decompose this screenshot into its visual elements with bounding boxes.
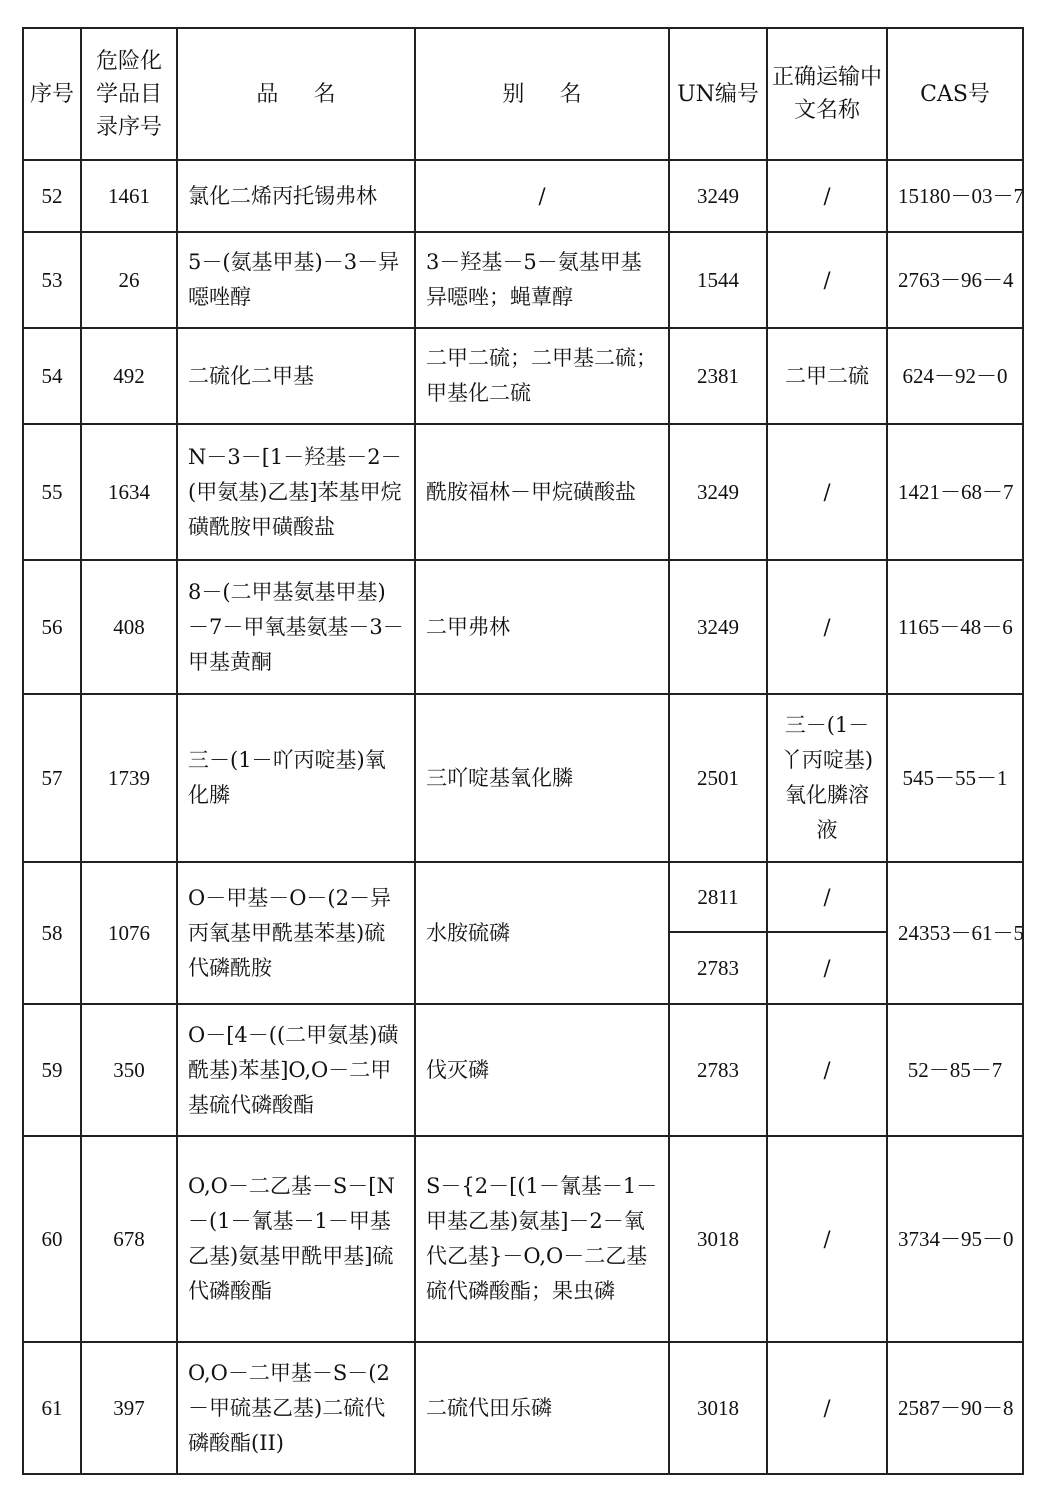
cell-alias: 3－羟基－5－氨基甲基异噁唑；蝇蕈醇 bbox=[415, 232, 669, 328]
chemical-table bbox=[22, 27, 1024, 1475]
cell-cas: 3734－95－0 bbox=[887, 1136, 1023, 1342]
cell-alias: 二甲二硫；二甲基二硫；甲基化二硫 bbox=[415, 328, 669, 424]
cell-catalog: 678 bbox=[81, 1136, 177, 1342]
cell-seq: 53 bbox=[23, 232, 81, 328]
cell-seq: 56 bbox=[23, 560, 81, 694]
cell-catalog: 1461 bbox=[81, 160, 177, 232]
cell-ship: / bbox=[767, 160, 887, 232]
cell-cas: 1421－68－7 bbox=[887, 424, 1023, 560]
cell-un: 3249 bbox=[669, 560, 767, 694]
cell-un: 2501 bbox=[669, 694, 767, 862]
cell-name: 5－(氨基甲基)－3－异噁唑醇 bbox=[177, 232, 415, 328]
cell-ship: / bbox=[767, 1004, 887, 1136]
cell-ship: / bbox=[767, 424, 887, 560]
cell-catalog: 408 bbox=[81, 560, 177, 694]
cell-seq: 60 bbox=[23, 1136, 81, 1342]
cell-un: 2381 bbox=[669, 328, 767, 424]
cell-seq: 58 bbox=[23, 862, 81, 1004]
table-row bbox=[23, 232, 1023, 328]
cell-un: 1544 bbox=[669, 232, 767, 328]
cell-name: 8－(二甲基氨基甲基)－7－甲氧基氨基－3－甲基黄酮 bbox=[177, 560, 415, 694]
cell-alias: 酰胺福林－甲烷磺酸盐 bbox=[415, 424, 669, 560]
header-alias-text: 别名 bbox=[502, 81, 617, 107]
cell-un: 2783 bbox=[669, 1004, 767, 1136]
cell-catalog: 1076 bbox=[81, 862, 177, 1004]
cell-un: 3249 bbox=[669, 160, 767, 232]
table-row bbox=[23, 160, 1023, 232]
header-name-text: 品名 bbox=[256, 81, 371, 107]
cell-name: O,O－二甲基－S－(2－甲硫基乙基)二硫代磷酸酯(II) bbox=[177, 1342, 415, 1474]
cell-alias: 二硫代田乐磷 bbox=[415, 1342, 669, 1474]
cell-ship: 三－(1－丫丙啶基)氧化膦溶液 bbox=[767, 694, 887, 862]
cell-name: 氯化二烯丙托锡弗林 bbox=[177, 160, 415, 232]
header-seq: 序号 bbox=[23, 28, 81, 160]
cell-cas: 52－85－7 bbox=[887, 1004, 1023, 1136]
cell-catalog: 492 bbox=[81, 328, 177, 424]
cell-cas: 624－92－0 bbox=[887, 328, 1023, 424]
header-cas: CAS号 bbox=[887, 28, 1023, 160]
cell-un: 3018 bbox=[669, 1342, 767, 1474]
table-row bbox=[23, 694, 1023, 862]
cell-catalog: 26 bbox=[81, 232, 177, 328]
table-row bbox=[23, 560, 1023, 694]
header-row bbox=[23, 28, 1023, 160]
cell-un: 2783 bbox=[669, 932, 767, 1004]
cell-alias: 伐灭磷 bbox=[415, 1004, 669, 1136]
cell-seq: 52 bbox=[23, 160, 81, 232]
cell-ship: / bbox=[767, 232, 887, 328]
cell-name: O,O－二乙基－S－[N－(1－氰基－1－甲基乙基)氨基甲酰甲基]硫代磷酸酯 bbox=[177, 1136, 415, 1342]
cell-un: 3249 bbox=[669, 424, 767, 560]
table-row bbox=[23, 424, 1023, 560]
cell-alias: 二甲弗林 bbox=[415, 560, 669, 694]
cell-ship: / bbox=[767, 560, 887, 694]
cell-cas: 24353－61－5 bbox=[887, 862, 1023, 1004]
header-un: UN编号 bbox=[669, 28, 767, 160]
cell-cas: 2763－96－4 bbox=[887, 232, 1023, 328]
cell-name: O－[4－((二甲氨基)磺酰基)苯基]O,O－二甲基硫代磷酸酯 bbox=[177, 1004, 415, 1136]
cell-name: 二硫化二甲基 bbox=[177, 328, 415, 424]
cell-alias: 三吖啶基氧化膦 bbox=[415, 694, 669, 862]
cell-ship: / bbox=[767, 932, 887, 1004]
header-name bbox=[177, 28, 415, 160]
table-row bbox=[23, 328, 1023, 424]
cell-catalog: 1739 bbox=[81, 694, 177, 862]
cell-cas: 2587－90－8 bbox=[887, 1342, 1023, 1474]
cell-name: O－甲基－O－(2－异丙氧基甲酰基苯基)硫代磷酰胺 bbox=[177, 862, 415, 1004]
cell-cas: 1165－48－6 bbox=[887, 560, 1023, 694]
header-ship-name: 正确运输中文名称 bbox=[767, 28, 887, 160]
cell-un: 3018 bbox=[669, 1136, 767, 1342]
cell-alias: / bbox=[415, 160, 669, 232]
cell-seq: 54 bbox=[23, 328, 81, 424]
cell-ship: 二甲二硫 bbox=[767, 328, 887, 424]
header-alias bbox=[415, 28, 669, 160]
cell-alias: S－{2－[(1－氰基－1－甲基乙基)氨基]－2－氧代乙基}－O,O－二乙基硫代磷酸酯；果虫磷 bbox=[415, 1136, 669, 1342]
cell-seq: 59 bbox=[23, 1004, 81, 1136]
table-row bbox=[23, 1136, 1023, 1342]
cell-cas: 15180－03－7 bbox=[887, 160, 1023, 232]
table-row bbox=[23, 1004, 1023, 1136]
cell-ship: / bbox=[767, 1136, 887, 1342]
cell-un: 2811 bbox=[669, 862, 767, 932]
cell-cas: 545－55－1 bbox=[887, 694, 1023, 862]
cell-ship: / bbox=[767, 1342, 887, 1474]
cell-catalog: 397 bbox=[81, 1342, 177, 1474]
cell-seq: 57 bbox=[23, 694, 81, 862]
table-row bbox=[23, 1342, 1023, 1474]
cell-catalog: 350 bbox=[81, 1004, 177, 1136]
cell-seq: 55 bbox=[23, 424, 81, 560]
table-row bbox=[23, 862, 1023, 932]
cell-alias: 水胺硫磷 bbox=[415, 862, 669, 1004]
cell-name: 三－(1－吖丙啶基)氧化膦 bbox=[177, 694, 415, 862]
cell-ship: / bbox=[767, 862, 887, 932]
header-catalog-seq: 危险化学品目录序号 bbox=[81, 28, 177, 160]
cell-seq: 61 bbox=[23, 1342, 81, 1474]
cell-catalog: 1634 bbox=[81, 424, 177, 560]
cell-name: N－3－[1－羟基－2－(甲氨基)乙基]苯基甲烷磺酰胺甲磺酸盐 bbox=[177, 424, 415, 560]
